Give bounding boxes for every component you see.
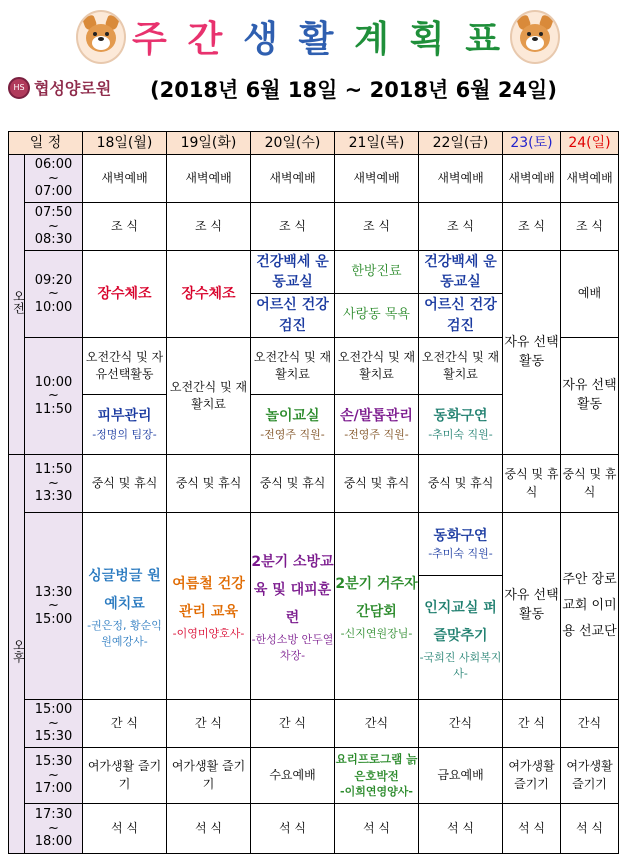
schedule-row — [9, 155, 619, 203]
schedule-cell — [419, 338, 503, 455]
schedule-cell: 주안 장로 교회 이미용 선교단 — [561, 513, 619, 700]
schedule-cell: 새벽예배 — [167, 155, 251, 203]
schedule-cell: 장수체조 — [167, 251, 251, 338]
activity-bottom: 놀이교실 -전영주 직원- — [260, 408, 325, 441]
schedule-cell: 중식 및 휴식 — [251, 455, 335, 513]
activity-top: 오전간식 및 재활치료 — [251, 338, 334, 395]
schedule-cell: 조 식 — [419, 203, 503, 251]
activity-bottom: 동화구연 -추미숙 직원- — [428, 408, 493, 441]
schedule-cell — [251, 251, 335, 338]
schedule-cell: 중식 및 휴식 — [419, 455, 503, 513]
time-slot: 10:00 ~ 11:50 — [25, 338, 83, 455]
activity-top: 건강백세 운동교실 — [251, 251, 334, 294]
schedule-cell — [83, 338, 167, 455]
schedule-cell: 중식 및 휴식 — [561, 455, 619, 513]
activity-top: 한방진료 — [335, 251, 418, 294]
schedule-cell: 여가생활 즐기기 — [167, 748, 251, 804]
schedule-cell: 조 식 — [561, 203, 619, 251]
time-slot: 17:30 ~ 18:00 — [25, 804, 83, 854]
schedule-cell: 간 식 — [167, 700, 251, 748]
schedule-cell — [335, 338, 419, 455]
schedule-cell — [335, 251, 419, 338]
schedule-cell — [419, 251, 503, 338]
title-char: 계 — [354, 18, 389, 60]
schedule-cell: 예배 — [561, 251, 619, 338]
day-header-tue: 19일(화) — [167, 132, 251, 155]
schedule-cell: 석 식 — [167, 804, 251, 854]
schedule-cell: 여름철 건강관리 교육 -이영미양호사- — [167, 513, 251, 700]
schedule-cell: 중식 및 휴식 — [83, 455, 167, 513]
time-slot: 09:20 ~ 10:00 — [25, 251, 83, 338]
title-char: 주 — [132, 18, 167, 60]
schedule-cell: 간식 — [561, 700, 619, 748]
schedule-cell: 자유 선택 활동 — [561, 338, 619, 455]
schedule-corner-label: 일 정 — [9, 132, 83, 155]
shiba-dog-illustration-left — [76, 10, 126, 64]
schedule-cell: 중식 및 휴식 — [503, 455, 561, 513]
activity-bottom: 사랑동 목욕 — [343, 307, 410, 323]
pm-section-label: 오후 — [9, 455, 25, 854]
day-header-sun: 24(일) — [561, 132, 619, 155]
activity-top: 오전간식 및 재활치료 — [335, 338, 418, 395]
schedule-cell: 석 식 — [251, 804, 335, 854]
organization-name: 협성양로원 — [34, 79, 112, 98]
schedule-cell: 새벽예배 — [335, 155, 419, 203]
time-slot: 11:50 ~ 13:30 — [25, 455, 83, 513]
activity-top: 동화구연 -추미숙 직원- — [419, 513, 502, 576]
schedule-cell — [419, 513, 503, 700]
day-header-row — [9, 132, 619, 155]
schedule-cell: 간식 — [419, 700, 503, 748]
am-section-label: 오전 — [9, 155, 25, 455]
schedule-row — [9, 700, 619, 748]
schedule-cell: 간 식 — [251, 700, 335, 748]
schedule-cell: 2분기 거주자 간담회 -신지연원장님- — [335, 513, 419, 700]
schedule-cell: 요리프로그램 늙은호박전 -이희연영양사- — [335, 748, 419, 804]
time-slot: 07:50 ~ 08:30 — [25, 203, 83, 251]
activity-top: 건강백세 운동교실 — [419, 251, 502, 294]
schedule-cell: 간식 — [335, 700, 419, 748]
schedule-cell: 중식 및 휴식 — [167, 455, 251, 513]
schedule-cell: 자유 선택 활동 — [503, 513, 561, 700]
time-slot: 13:30 ~ 15:00 — [25, 513, 83, 700]
activity-bottom: 어르신 건강검진 — [256, 297, 329, 334]
activity-top: 오전간식 및 재활치료 — [419, 338, 502, 395]
schedule-row — [9, 203, 619, 251]
schedule-cell — [251, 338, 335, 455]
day-header-mon: 18일(월) — [83, 132, 167, 155]
schedule-cell: 석 식 — [503, 804, 561, 854]
schedule-cell: 자유 선택 활동 — [503, 251, 561, 455]
schedule-row — [9, 251, 619, 338]
schedule-cell: 새벽예배 — [503, 155, 561, 203]
day-header-wed: 20일(수) — [251, 132, 335, 155]
title-char: 생 — [243, 18, 278, 60]
schedule-cell: 새벽예배 — [83, 155, 167, 203]
time-slot: 15:30 ~ 17:00 — [25, 748, 83, 804]
schedule-cell: 장수체조 — [83, 251, 167, 338]
day-header-sat: 23(토) — [503, 132, 561, 155]
schedule-period: (2018년 6월 18일 ~ 2018년 6월 24일) — [150, 78, 557, 102]
schedule-row — [9, 748, 619, 804]
schedule-cell: 조 식 — [251, 203, 335, 251]
activity-bottom: 어르신 건강검진 — [424, 297, 497, 334]
schedule-row — [9, 804, 619, 854]
shiba-dog-illustration-right — [510, 10, 560, 64]
schedule-row — [9, 455, 619, 513]
schedule-cell: 새벽예배 — [561, 155, 619, 203]
schedule-cell: 조 식 — [335, 203, 419, 251]
schedule-cell: 석 식 — [335, 804, 419, 854]
day-header-fri: 22일(금) — [419, 132, 503, 155]
schedule-cell: 조 식 — [503, 203, 561, 251]
schedule-cell: 조 식 — [83, 203, 167, 251]
schedule-cell: 여가생활 즐기기 — [83, 748, 167, 804]
schedule-cell: 석 식 — [83, 804, 167, 854]
page-title — [132, 14, 500, 58]
schedule-cell: 2분기 소방교육 및 대피훈련 -한성소방 안두열 차장- — [251, 513, 335, 700]
schedule-cell: 금요예배 — [419, 748, 503, 804]
activity-top: 오전간식 및 자유선택활동 — [83, 338, 166, 395]
logo-mark-icon: HS — [8, 77, 30, 99]
weekly-schedule-table — [8, 131, 619, 854]
schedule-cell: 조 식 — [167, 203, 251, 251]
schedule-cell: 석 식 — [561, 804, 619, 854]
schedule-cell: 새벽예배 — [251, 155, 335, 203]
day-header-thu: 21일(목) — [335, 132, 419, 155]
schedule-cell: 중식 및 휴식 — [335, 455, 419, 513]
title-char: 활 — [298, 18, 334, 60]
schedule-cell: 간 식 — [503, 700, 561, 748]
schedule-cell: 싱글벙글 원예치료 -권은정, 황순익 원예강사- — [83, 513, 167, 700]
schedule-cell: 간 식 — [83, 700, 167, 748]
schedule-cell: 수요예배 — [251, 748, 335, 804]
organization-logo — [8, 76, 111, 99]
time-slot: 06:00 ~ 07:00 — [25, 155, 83, 203]
schedule-cell: 새벽예배 — [419, 155, 503, 203]
activity-bottom: 인지교실 퍼즐맞추기 -국희진 사회복지사- — [419, 599, 502, 680]
schedule-cell: 오전간식 및 재활치료 — [167, 338, 251, 455]
schedule-cell: 여가생활 즐기기 — [503, 748, 561, 804]
schedule-cell: 석 식 — [419, 804, 503, 854]
activity-bottom: 피부관리 -정명의 팀장- — [92, 408, 157, 441]
schedule-cell: 여가생활 즐기기 — [561, 748, 619, 804]
schedule-row — [9, 513, 619, 700]
activity-bottom: 손/발톱관리 -전영주 직원- — [340, 408, 413, 441]
title-char: 간 — [187, 18, 223, 60]
time-slot: 15:00 ~ 15:30 — [25, 700, 83, 748]
title-char: 획 — [409, 18, 445, 60]
title-char: 표 — [465, 18, 500, 60]
